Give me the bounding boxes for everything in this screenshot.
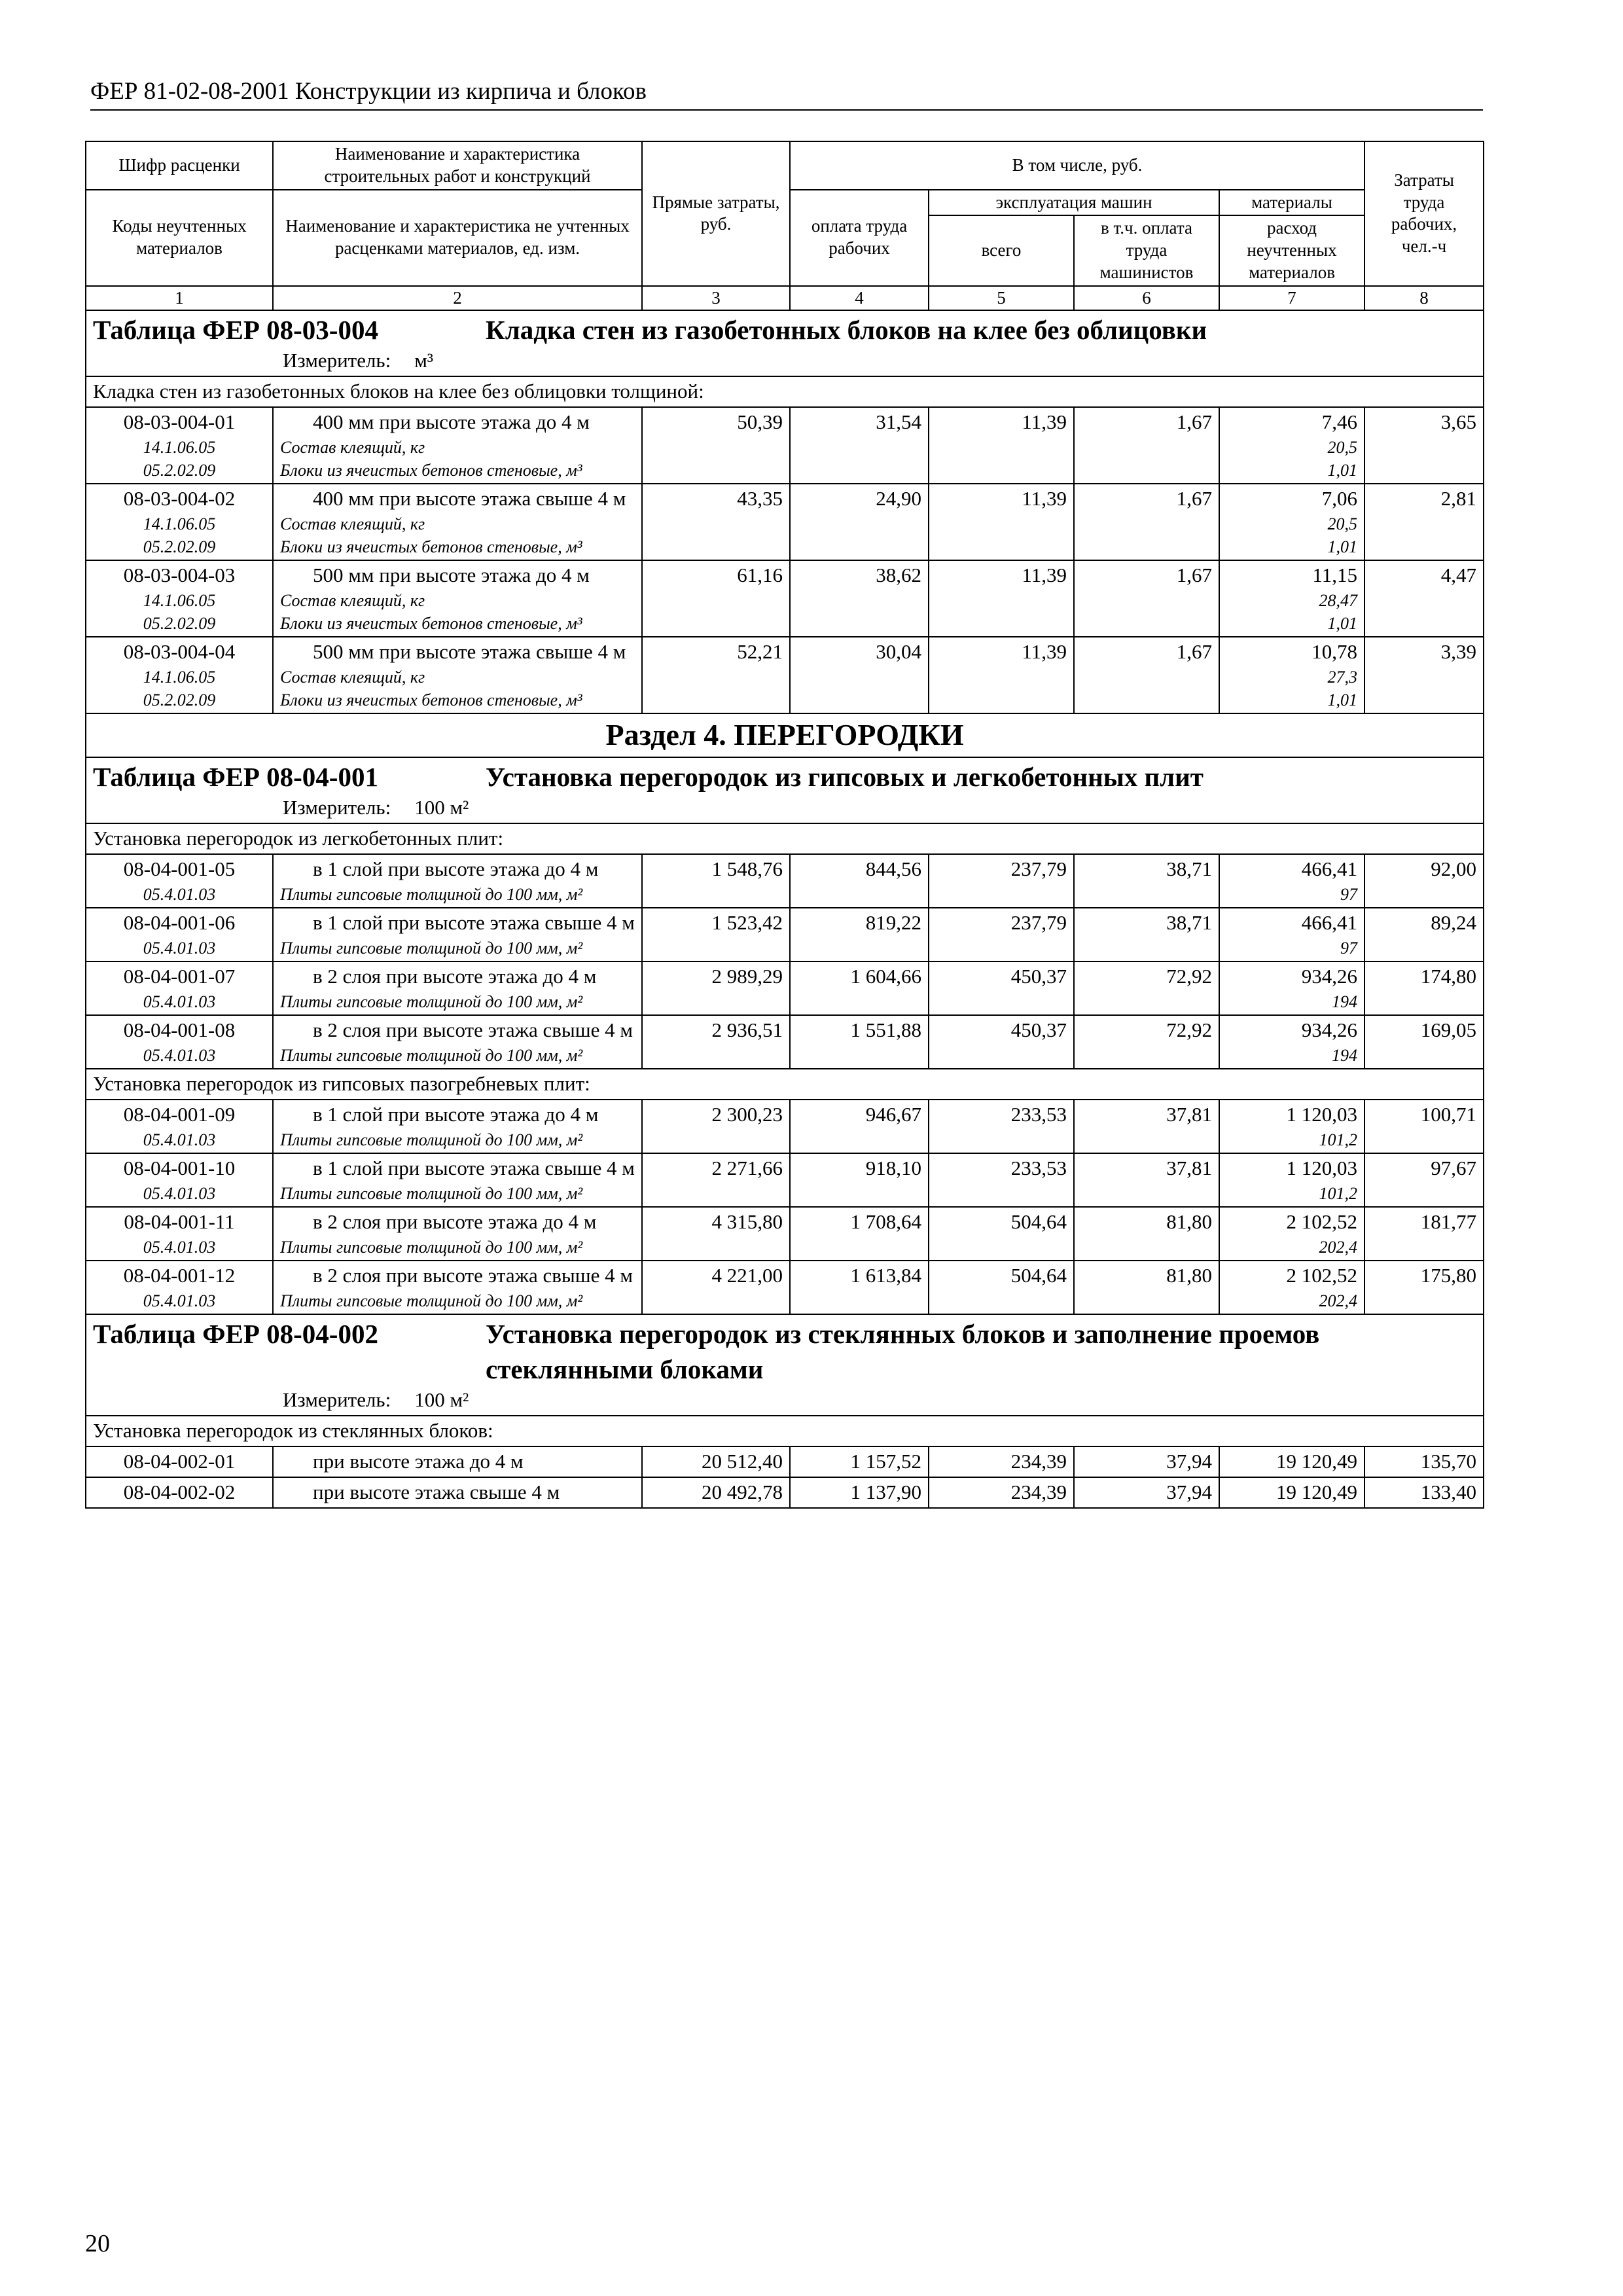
machinist-wages: 72,92 <box>1074 961 1219 1015</box>
page-number: 20 <box>85 2230 110 2257</box>
header-wages: оплата труда рабочих <box>790 190 929 286</box>
materials-cost: 2 102,52 <box>1286 1210 1358 1233</box>
document-header: ФЕР 81-02-08-2001 Конструкции из кирпича и блоков <box>90 77 1483 111</box>
rate-description: 400 мм при высоте этажа до 4 м <box>313 410 590 434</box>
table-row <box>86 484 1484 560</box>
column-number: 5 <box>929 286 1074 311</box>
rate-code-cell <box>86 1446 273 1477</box>
column-number: 1 <box>86 286 273 311</box>
labor-hours: 89,24 <box>1364 908 1484 961</box>
material-name: Плиты гипсовые толщиной до 100 мм, м² <box>280 1130 583 1149</box>
material-name: Блоки из ячеистых бетонов стеновые, м³ <box>280 691 582 710</box>
labor-hours: 175,80 <box>1364 1261 1484 1314</box>
worker-wages: 1 551,88 <box>790 1015 929 1069</box>
header-machines-total: всего <box>929 215 1074 285</box>
material-quantity: 97 <box>1340 938 1358 958</box>
material-name: Плиты гипсовые толщиной до 100 мм, м² <box>280 1045 583 1065</box>
table-row <box>86 1261 1484 1314</box>
materials-cost: 2 102,52 <box>1286 1263 1358 1287</box>
material-quantity: 28,47 <box>1319 591 1358 611</box>
machines-total: 11,39 <box>929 560 1074 637</box>
rate-description-cell <box>273 637 642 713</box>
machinist-wages: 81,80 <box>1074 1207 1219 1261</box>
direct-costs: 4 315,80 <box>642 1207 790 1261</box>
material-quantity: 97 <box>1340 884 1358 904</box>
machines-total: 237,79 <box>929 854 1074 908</box>
table-title <box>86 757 1484 823</box>
materials-cell <box>1219 1015 1364 1069</box>
direct-costs: 1 548,76 <box>642 854 790 908</box>
material-code: 05.2.02.09 <box>143 537 216 557</box>
rate-description: в 2 слоя при высоте этажа свыше 4 м <box>313 1263 633 1287</box>
table-title-row <box>86 757 1484 823</box>
table-row <box>86 407 1484 484</box>
table-row <box>86 854 1484 908</box>
direct-costs: 1 523,42 <box>642 908 790 961</box>
material-quantity: 101,2 <box>1319 1183 1358 1203</box>
material-quantity: 1,01 <box>1327 461 1358 480</box>
rate-description: при высоте этажа свыше 4 м <box>313 1480 560 1503</box>
labor-hours: 169,05 <box>1364 1015 1484 1069</box>
rates-table <box>85 141 1484 1509</box>
subheading-row <box>86 1416 1484 1446</box>
subheading-row <box>86 376 1484 407</box>
header-cipher: Шифр расценки <box>86 141 273 190</box>
rate-code-cell <box>86 961 273 1015</box>
material-name: Плиты гипсовые толщиной до 100 мм, м² <box>280 938 583 958</box>
machinist-wages: 1,67 <box>1074 560 1219 637</box>
labor-hours: 100,71 <box>1364 1100 1484 1153</box>
machines-total: 234,39 <box>929 1477 1074 1508</box>
rate-description-cell <box>273 1015 642 1069</box>
header-material-codes: Коды неучтенных материалов <box>86 190 273 286</box>
rate-code-cell <box>86 560 273 637</box>
table-name: Кладка стен из газобетонных блоков на клее без облицовки <box>486 315 1207 346</box>
rate-code-cell <box>86 1100 273 1153</box>
machines-total: 237,79 <box>929 908 1074 961</box>
header-materials: материалы <box>1219 190 1364 216</box>
rate-code-cell <box>86 1015 273 1069</box>
machinist-wages: 1,67 <box>1074 484 1219 560</box>
material-code: 05.2.02.09 <box>143 461 216 480</box>
subheading: Кладка стен из газобетонных блоков на клее без облицовки толщиной: <box>86 376 1484 407</box>
materials-cost: 7,06 <box>1321 487 1358 511</box>
table-body <box>86 141 1484 1508</box>
labor-hours: 174,80 <box>1364 961 1484 1015</box>
machines-total: 233,53 <box>929 1100 1074 1153</box>
materials-cost: 11,15 <box>1312 564 1358 587</box>
rate-code-cell <box>86 1477 273 1508</box>
rate-code: 08-03-004-03 <box>123 564 236 587</box>
material-code: 05.4.01.03 <box>143 1045 216 1065</box>
table-code: Таблица ФЕР 08-03-004 <box>93 315 378 346</box>
materials-cell <box>1219 1477 1364 1508</box>
rate-code: 08-03-004-02 <box>123 487 236 511</box>
direct-costs: 61,16 <box>642 560 790 637</box>
labor-hours: 92,00 <box>1364 854 1484 908</box>
materials-cell <box>1219 854 1364 908</box>
material-code: 05.2.02.09 <box>143 691 216 710</box>
worker-wages: 946,67 <box>790 1100 929 1153</box>
rate-description: в 1 слой при высоте этажа до 4 м <box>313 1102 599 1126</box>
materials-cell <box>1219 961 1364 1015</box>
column-number: 2 <box>273 286 642 311</box>
labor-hours: 135,70 <box>1364 1446 1484 1477</box>
rate-description: в 1 слой при высоте этажа свыше 4 м <box>313 1156 635 1179</box>
direct-costs: 20 512,40 <box>642 1446 790 1477</box>
machinist-wages: 81,80 <box>1074 1261 1219 1314</box>
worker-wages: 1 157,52 <box>790 1446 929 1477</box>
material-quantity: 27,3 <box>1327 668 1358 687</box>
table-row <box>86 560 1484 637</box>
materials-cell <box>1219 1446 1364 1477</box>
direct-costs: 52,21 <box>642 637 790 713</box>
rate-code: 08-04-001-06 <box>123 911 236 935</box>
rate-description: в 1 слой при высоте этажа свыше 4 м <box>313 911 635 935</box>
rate-description-cell <box>273 1100 642 1153</box>
rate-description-cell <box>273 1446 642 1477</box>
materials-cell <box>1219 1207 1364 1261</box>
materials-cell <box>1219 1153 1364 1207</box>
material-code: 14.1.06.05 <box>143 591 216 611</box>
section-row <box>86 713 1484 757</box>
table-title-row <box>86 310 1484 376</box>
header-work-name: Наименование и характеристика строительных работ и конструкций <box>273 141 642 190</box>
rate-code: 08-04-002-02 <box>123 1480 236 1503</box>
machines-total: 11,39 <box>929 637 1074 713</box>
machines-total: 11,39 <box>929 407 1074 484</box>
machines-total: 11,39 <box>929 484 1074 560</box>
machinist-wages: 37,81 <box>1074 1153 1219 1207</box>
machinist-wages: 38,71 <box>1074 908 1219 961</box>
table-title <box>86 310 1484 376</box>
measure-label: Измеритель: <box>283 1388 391 1412</box>
material-name: Состав клеящий, кг <box>280 591 425 611</box>
rate-code: 08-04-002-01 <box>123 1450 236 1473</box>
subheading: Установка перегородок из гипсовых пазогребневых плит: <box>86 1069 1484 1100</box>
header-material-names: Наименование и характеристика не учтенных расценками материалов, ед. изм. <box>273 190 642 286</box>
worker-wages: 31,54 <box>790 407 929 484</box>
rate-description-cell <box>273 1261 642 1314</box>
table-name: Установка перегородок из гипсовых и легкобетонных плит <box>486 762 1204 793</box>
machinist-wages: 1,67 <box>1074 407 1219 484</box>
labor-hours: 2,81 <box>1364 484 1484 560</box>
materials-cell <box>1219 637 1364 713</box>
header-including: В том числе, руб. <box>790 141 1364 190</box>
rate-description-cell <box>273 484 642 560</box>
material-quantity: 1,01 <box>1327 691 1358 710</box>
machinist-wages: 37,94 <box>1074 1446 1219 1477</box>
section-title: Раздел 4. ПЕРЕГОРОДКИ <box>86 713 1484 757</box>
material-name: Блоки из ячеистых бетонов стеновые, м³ <box>280 461 582 480</box>
measure-label: Измеритель: <box>283 796 391 819</box>
labor-hours: 133,40 <box>1364 1477 1484 1508</box>
rate-code-cell <box>86 1153 273 1207</box>
worker-wages: 24,90 <box>790 484 929 560</box>
material-name: Плиты гипсовые толщиной до 100 мм, м² <box>280 884 583 904</box>
material-code: 14.1.06.05 <box>143 668 216 687</box>
worker-wages: 38,62 <box>790 560 929 637</box>
table-row <box>86 908 1484 961</box>
machines-total: 504,64 <box>929 1207 1074 1261</box>
materials-cost: 934,26 <box>1301 1018 1358 1042</box>
worker-wages: 918,10 <box>790 1153 929 1207</box>
column-number: 7 <box>1219 286 1364 311</box>
direct-costs: 50,39 <box>642 407 790 484</box>
machinist-wages: 38,71 <box>1074 854 1219 908</box>
material-name: Плиты гипсовые толщиной до 100 мм, м² <box>280 1183 583 1203</box>
material-quantity: 202,4 <box>1319 1237 1358 1257</box>
material-code: 05.2.02.09 <box>143 614 216 634</box>
materials-cell <box>1219 908 1364 961</box>
material-code: 14.1.06.05 <box>143 437 216 457</box>
material-name: Плиты гипсовые толщиной до 100 мм, м² <box>280 992 583 1011</box>
rate-code: 08-04-001-10 <box>123 1156 236 1179</box>
rate-description: 500 мм при высоте этажа до 4 м <box>313 564 590 587</box>
header-direct-costs: Прямые затраты, руб. <box>642 141 790 286</box>
materials-cost: 466,41 <box>1301 857 1358 881</box>
material-code: 05.4.01.03 <box>143 938 216 958</box>
worker-wages: 1 604,66 <box>790 961 929 1015</box>
material-name: Плиты гипсовые толщиной до 100 мм, м² <box>280 1237 583 1257</box>
worker-wages: 1 708,64 <box>790 1207 929 1261</box>
materials-cell <box>1219 1261 1364 1314</box>
measure-value: 100 м² <box>414 796 469 819</box>
subheading: Установка перегородок из легкобетонных плит: <box>86 823 1484 854</box>
rate-code-cell <box>86 637 273 713</box>
material-name: Состав клеящий, кг <box>280 514 425 534</box>
rate-code: 08-04-001-12 <box>123 1263 236 1287</box>
materials-cost: 1 120,03 <box>1286 1102 1358 1126</box>
material-code: 05.4.01.03 <box>143 1130 216 1149</box>
direct-costs: 4 221,00 <box>642 1261 790 1314</box>
subheading-row <box>86 1069 1484 1100</box>
rate-description-cell <box>273 1477 642 1508</box>
material-code: 05.4.01.03 <box>143 1291 216 1310</box>
table-code: Таблица ФЕР 08-04-001 <box>93 762 378 793</box>
materials-cost: 19 120,49 <box>1276 1480 1358 1503</box>
rate-description-cell <box>273 560 642 637</box>
column-number: 4 <box>790 286 929 311</box>
labor-hours: 3,39 <box>1364 637 1484 713</box>
header-unaccounted-materials: расход неучтенных материалов <box>1219 215 1364 285</box>
rate-description: 500 мм при высоте этажа свыше 4 м <box>313 640 626 664</box>
worker-wages: 1 613,84 <box>790 1261 929 1314</box>
direct-costs: 20 492,78 <box>642 1477 790 1508</box>
material-code: 05.4.01.03 <box>143 992 216 1011</box>
table-row <box>86 1207 1484 1261</box>
measure-value: м³ <box>414 349 434 372</box>
rate-description: в 2 слоя при высоте этажа до 4 м <box>313 965 597 988</box>
material-code: 14.1.06.05 <box>143 514 216 534</box>
measure-unit <box>93 795 1476 821</box>
material-code: 05.4.01.03 <box>143 1237 216 1257</box>
table-row <box>86 1477 1484 1508</box>
materials-cell <box>1219 560 1364 637</box>
rate-code-cell <box>86 1207 273 1261</box>
worker-wages: 30,04 <box>790 637 929 713</box>
table-row <box>86 1446 1484 1477</box>
material-code: 05.4.01.03 <box>143 1183 216 1203</box>
labor-hours: 97,67 <box>1364 1153 1484 1207</box>
rate-description-cell <box>273 407 642 484</box>
direct-costs: 2 300,23 <box>642 1100 790 1153</box>
measure-label: Измеритель: <box>283 349 391 372</box>
header-machinist-wages: в т.ч. оплата труда машинистов <box>1074 215 1219 285</box>
header-labor-costs: Затраты труда рабочих, чел.-ч <box>1364 141 1484 286</box>
machines-total: 504,64 <box>929 1261 1074 1314</box>
direct-costs: 43,35 <box>642 484 790 560</box>
rate-description-cell <box>273 1153 642 1207</box>
subheading: Установка перегородок из стеклянных блоков: <box>86 1416 1484 1446</box>
material-quantity: 1,01 <box>1327 537 1358 557</box>
machinist-wages: 72,92 <box>1074 1015 1219 1069</box>
machinist-wages: 37,81 <box>1074 1100 1219 1153</box>
direct-costs: 2 989,29 <box>642 961 790 1015</box>
rate-code-cell <box>86 854 273 908</box>
worker-wages: 1 137,90 <box>790 1477 929 1508</box>
machines-total: 233,53 <box>929 1153 1074 1207</box>
machinist-wages: 1,67 <box>1074 637 1219 713</box>
labor-hours: 4,47 <box>1364 560 1484 637</box>
column-number: 3 <box>642 286 790 311</box>
materials-cost: 10,78 <box>1311 640 1358 664</box>
table-row <box>86 1100 1484 1153</box>
direct-costs: 2 936,51 <box>642 1015 790 1069</box>
material-name: Блоки из ячеистых бетонов стеновые, м³ <box>280 614 582 634</box>
table-row <box>86 1153 1484 1207</box>
machines-total: 234,39 <box>929 1446 1074 1477</box>
materials-cost: 7,46 <box>1321 410 1358 434</box>
material-code: 05.4.01.03 <box>143 884 216 904</box>
rate-description: в 1 слой при высоте этажа до 4 м <box>313 857 599 881</box>
material-quantity: 101,2 <box>1319 1130 1358 1149</box>
column-number: 8 <box>1364 286 1484 311</box>
worker-wages: 844,56 <box>790 854 929 908</box>
material-quantity: 202,4 <box>1319 1291 1358 1310</box>
rate-description-cell <box>273 961 642 1015</box>
materials-cost: 466,41 <box>1301 911 1358 935</box>
rate-code: 08-04-001-08 <box>123 1018 236 1042</box>
material-name: Блоки из ячеистых бетонов стеновые, м³ <box>280 537 582 557</box>
materials-cell <box>1219 407 1364 484</box>
table-name: Установка перегородок из стеклянных блоков и заполнение проемов стеклянными блоками <box>486 1318 1320 1385</box>
labor-hours: 181,77 <box>1364 1207 1484 1261</box>
table-code: Таблица ФЕР 08-04-002 <box>93 1318 378 1349</box>
material-quantity: 1,01 <box>1327 614 1358 634</box>
rate-code: 08-04-001-05 <box>123 857 236 881</box>
materials-cost: 19 120,49 <box>1276 1450 1358 1473</box>
rate-description: в 2 слоя при высоте этажа до 4 м <box>313 1210 597 1233</box>
table-row <box>86 637 1484 713</box>
material-quantity: 194 <box>1332 1045 1358 1065</box>
rate-code: 08-04-001-07 <box>123 965 236 988</box>
materials-cost: 1 120,03 <box>1286 1156 1358 1179</box>
rate-description: 400 мм при высоте этажа свыше 4 м <box>313 487 626 511</box>
direct-costs: 2 271,66 <box>642 1153 790 1207</box>
material-name: Плиты гипсовые толщиной до 100 мм, м² <box>280 1291 583 1310</box>
rate-code: 08-04-001-11 <box>124 1210 235 1233</box>
machines-total: 450,37 <box>929 1015 1074 1069</box>
machines-total: 450,37 <box>929 961 1074 1015</box>
material-quantity: 20,5 <box>1327 514 1358 534</box>
material-quantity: 20,5 <box>1327 437 1358 457</box>
materials-cost: 934,26 <box>1301 965 1358 988</box>
materials-cell <box>1219 484 1364 560</box>
rate-code-cell <box>86 407 273 484</box>
measure-unit <box>93 348 1476 374</box>
table-title-row <box>86 1314 1484 1416</box>
materials-cell <box>1219 1100 1364 1153</box>
rate-description: при высоте этажа до 4 м <box>313 1450 524 1473</box>
table-row <box>86 1015 1484 1069</box>
rate-description-cell <box>273 1207 642 1261</box>
worker-wages: 819,22 <box>790 908 929 961</box>
table-title <box>86 1314 1484 1416</box>
header-machines: эксплуатация машин <box>929 190 1219 216</box>
subheading-row <box>86 823 1484 854</box>
material-quantity: 194 <box>1332 992 1358 1011</box>
rate-description: в 2 слоя при высоте этажа свыше 4 м <box>313 1018 633 1042</box>
rate-code: 08-04-001-09 <box>123 1102 236 1126</box>
measure-value: 100 м² <box>414 1388 469 1412</box>
rate-description-cell <box>273 908 642 961</box>
rate-code-cell <box>86 484 273 560</box>
column-number: 6 <box>1074 286 1219 311</box>
rate-description-cell <box>273 854 642 908</box>
table-row <box>86 961 1484 1015</box>
material-name: Состав клеящий, кг <box>280 437 425 457</box>
measure-unit <box>93 1387 1476 1414</box>
material-name: Состав клеящий, кг <box>280 668 425 687</box>
rate-code-cell <box>86 1261 273 1314</box>
rate-code-cell <box>86 908 273 961</box>
labor-hours: 3,65 <box>1364 407 1484 484</box>
machinist-wages: 37,94 <box>1074 1477 1219 1508</box>
rate-code: 08-03-004-04 <box>123 640 236 664</box>
rate-code: 08-03-004-01 <box>123 410 236 434</box>
